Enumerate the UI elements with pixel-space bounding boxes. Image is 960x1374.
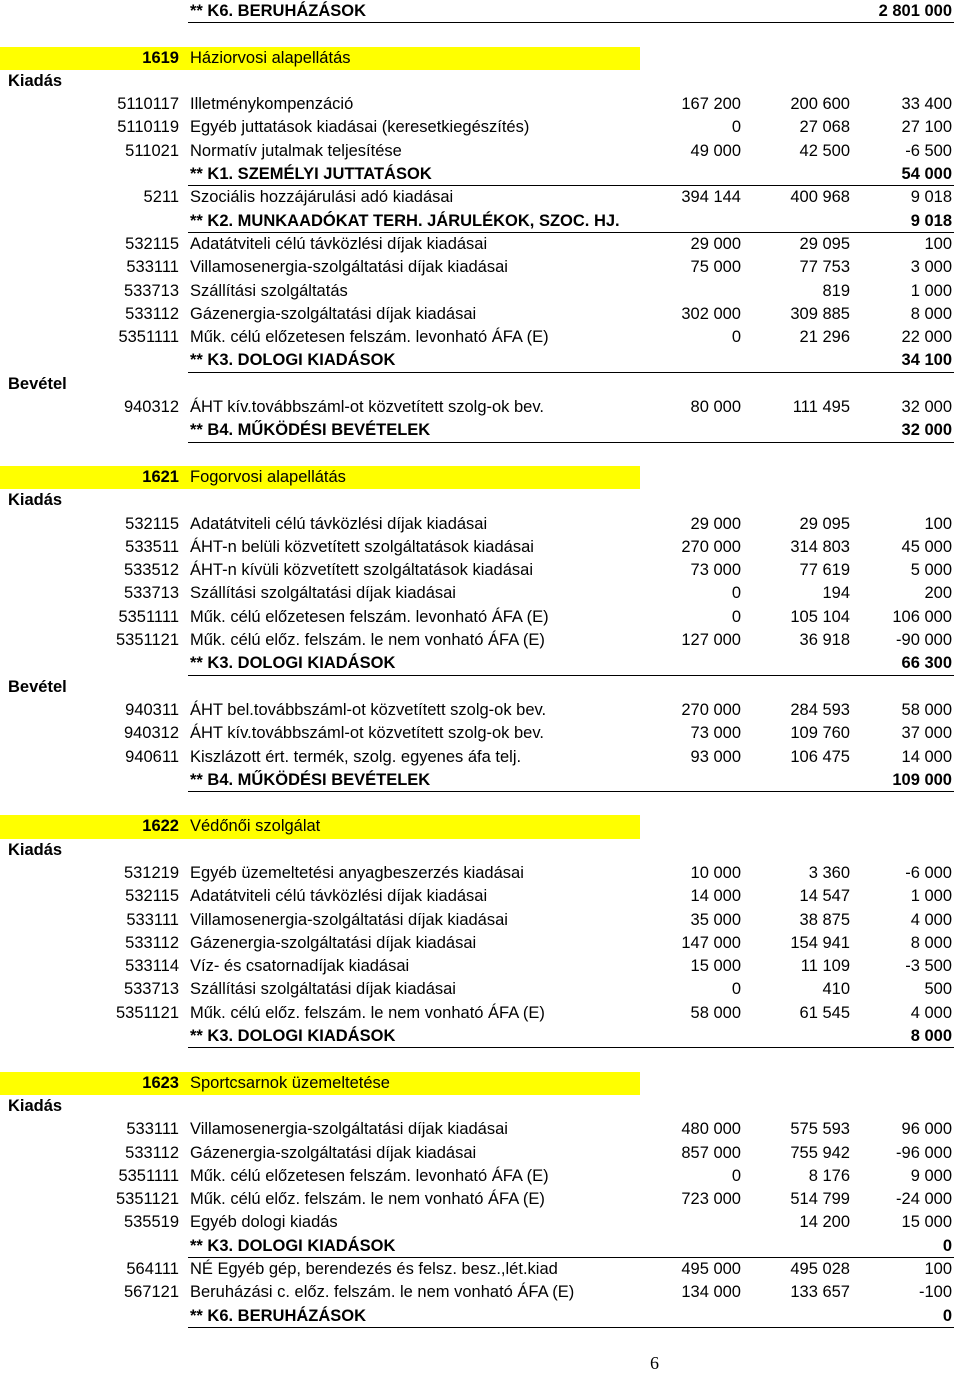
section-header [0, 466, 960, 489]
subtotal-label: ** K3. DOLOGI KIADÁSOK [190, 654, 396, 673]
table-row [0, 1118, 960, 1141]
actual-value: 755 942 [790, 1143, 850, 1162]
kiadas-label: Kiadás [8, 840, 63, 859]
original-budget-value: 29 000 [690, 234, 741, 253]
original-budget-value: 723 000 [681, 1190, 741, 1209]
section-code: 1619 [142, 48, 179, 67]
account-label: ÁHT kív.továbbszáml-ot közvetített szolg-ok bev. [190, 724, 544, 743]
account-code: 940312 [123, 724, 179, 743]
account-label: ÁHT kív.továbbszáml-ot közvetített szolg-ok bev. [190, 398, 544, 417]
original-budget-value: 302 000 [681, 304, 741, 323]
original-budget-value: 127 000 [681, 631, 741, 650]
actual-value: 42 500 [799, 141, 850, 160]
account-code: 567121 [123, 1283, 179, 1302]
change-value: 200 [924, 584, 952, 603]
budget-section [0, 1048, 960, 1328]
account-code: 533112 [125, 1143, 179, 1162]
table-row [0, 1258, 960, 1281]
section-header [0, 47, 960, 70]
change-value: 9 000 [910, 1166, 952, 1185]
subtotal-label: ** K3. DOLOGI KIADÁSOK [190, 351, 396, 370]
subtotal-row [0, 1235, 960, 1258]
account-label: NÉ Egyéb gép, berendezés és felsz. besz.,lét.kiad [190, 1260, 558, 1279]
original-budget-value: 93 000 [690, 747, 741, 766]
change-value: 1 000 [910, 887, 952, 906]
account-code: 564111 [126, 1260, 179, 1279]
table-row [0, 1165, 960, 1188]
subtotal-value: 0 [942, 1236, 952, 1255]
original-budget-value: 134 000 [681, 1283, 741, 1302]
actual-value: 575 593 [790, 1120, 850, 1139]
table-row [0, 909, 960, 932]
change-value: -6 000 [905, 863, 952, 882]
change-value: -100 [918, 1283, 952, 1302]
actual-value: 410 [822, 980, 850, 999]
change-value: 3 000 [910, 258, 952, 277]
original-budget-value: 270 000 [681, 537, 741, 556]
account-code: 5110117 [117, 95, 179, 114]
account-code: 5351121 [115, 1003, 179, 1022]
sections-container [0, 23, 960, 1328]
account-code: 511021 [125, 141, 179, 160]
account-label: ÁHT bel.továbbszáml-ot közvetített szolg-ok bev. [190, 700, 547, 719]
subtotal-label: ** B4. MŰKÖDÉSI BEVÉTELEK [190, 770, 431, 789]
account-label: Műk. célú előzetesen felszám. levonható ÁFA (E) [190, 607, 549, 626]
change-value: 14 000 [901, 747, 952, 766]
account-label: Villamosenergia-szolgáltatási díjak kiadásai [190, 258, 508, 277]
subtotal-row [0, 1305, 960, 1328]
table-row [0, 513, 960, 536]
table-row [0, 233, 960, 256]
original-budget-value: 73 000 [690, 561, 741, 580]
section-code: 1623 [142, 1073, 179, 1092]
table-row [0, 932, 960, 955]
account-label: ÁHT-n kívüli közvetített szolgáltatások kiadásai [190, 561, 533, 580]
actual-value: 284 593 [790, 700, 850, 719]
actual-value: 109 760 [790, 724, 850, 743]
table-row [0, 140, 960, 163]
account-label: Szállítási szolgáltatás [190, 281, 348, 300]
account-label: Gázenergia-szolgáltatási díjak kiadásai [190, 304, 477, 323]
actual-value: 3 360 [808, 863, 850, 882]
actual-value: 21 296 [799, 328, 850, 347]
budget-section [0, 23, 960, 442]
account-label: Villamosenergia-szolgáltatási díjak kiadásai [190, 910, 508, 929]
table-row [0, 955, 960, 978]
table-row [0, 629, 960, 652]
actual-value: 8 176 [808, 1166, 850, 1185]
section-gap [0, 792, 960, 815]
original-budget-value: 0 [731, 980, 741, 999]
subtotal-value: 66 300 [901, 654, 952, 673]
actual-value: 819 [822, 281, 850, 300]
account-code: 940311 [125, 700, 179, 719]
actual-value: 105 104 [790, 607, 850, 626]
bevetel-heading [0, 676, 960, 699]
kiadas-heading [0, 489, 960, 512]
actual-value: 14 200 [799, 1213, 850, 1232]
table-row [0, 606, 960, 629]
page-number: 6 [650, 1353, 659, 1373]
budget-section [0, 792, 960, 1048]
original-budget-value: 35 000 [690, 910, 741, 929]
subtotal-row [0, 1025, 960, 1048]
table-row [0, 1211, 960, 1234]
change-value: 100 [924, 1260, 952, 1279]
account-label: Adatátviteli célú távközlési díjak kiadásai [190, 887, 488, 906]
account-label: Gázenergia-szolgáltatási díjak kiadásai [190, 933, 477, 952]
table-row [0, 1142, 960, 1165]
subtotal-underline [188, 22, 954, 23]
original-budget-value: 73 000 [690, 724, 741, 743]
table-row [0, 93, 960, 116]
original-budget-value: 495 000 [681, 1260, 741, 1279]
subtotal-row [0, 163, 960, 186]
kiadas-label: Kiadás [8, 491, 63, 510]
subtotal-underline [188, 1327, 954, 1328]
change-value: -6 500 [905, 141, 952, 160]
change-value: 4 000 [910, 1003, 952, 1022]
table-row [0, 256, 960, 279]
account-code: 533713 [123, 584, 179, 603]
subtotal-value: 2 801 000 [878, 2, 952, 20]
section-title: Védőnői szolgálat [190, 817, 321, 836]
original-budget-value: 75 000 [690, 258, 741, 277]
account-code: 533111 [126, 1120, 179, 1139]
original-budget-value: 14 000 [690, 887, 741, 906]
section-code: 1622 [142, 817, 179, 836]
top-total-row [0, 0, 960, 23]
actual-value: 29 095 [799, 514, 850, 533]
change-value: 1 000 [910, 281, 952, 300]
account-label: Egyéb dologi kiadás [190, 1213, 338, 1232]
original-budget-value: 270 000 [681, 700, 741, 719]
original-budget-value: 0 [731, 328, 741, 347]
change-value: 32 000 [901, 398, 952, 417]
account-label: Szociális hozzájárulási adó kiadásai [190, 188, 454, 207]
account-label: Egyéb juttatások kiadásai (keresetkiegészítés) [190, 118, 530, 137]
kiadas-label: Kiadás [8, 71, 63, 90]
change-value: 37 000 [901, 724, 952, 743]
actual-value: 495 028 [790, 1260, 850, 1279]
section-code: 1621 [142, 467, 179, 486]
actual-value: 133 657 [790, 1283, 850, 1302]
original-budget-value: 0 [731, 584, 741, 603]
account-code: 533511 [125, 537, 179, 556]
account-label: Kiszlázott ért. termék, szolg. egyenes áfa telj. [190, 747, 522, 766]
original-budget-value: 49 000 [690, 141, 741, 160]
table-row [0, 699, 960, 722]
actual-value: 309 885 [790, 304, 850, 323]
actual-value: 14 547 [799, 887, 850, 906]
change-value: 96 000 [901, 1120, 952, 1139]
original-budget-value: 167 200 [681, 95, 741, 114]
kiadas-heading [0, 839, 960, 862]
table-row [0, 396, 960, 419]
change-value: -96 000 [896, 1143, 952, 1162]
subtotal-underline [188, 442, 954, 443]
change-value: -3 500 [905, 957, 952, 976]
subtotal-value: 9 018 [910, 211, 952, 230]
table-row [0, 280, 960, 303]
actual-value: 111 495 [792, 398, 850, 417]
account-label: Gázenergia-szolgáltatási díjak kiadásai [190, 1143, 477, 1162]
account-label: Műk. célú előz. felszám. le nem vonható ÁFA (E) [190, 1003, 545, 1022]
subtotal-row [0, 769, 960, 792]
change-value: 15 000 [901, 1213, 952, 1232]
section-gap [0, 23, 960, 46]
account-label: Villamosenergia-szolgáltatási díjak kiadásai [190, 1120, 508, 1139]
original-budget-value: 0 [731, 1166, 741, 1185]
change-value: 100 [924, 514, 952, 533]
bevetel-heading [0, 373, 960, 396]
change-value: 45 000 [901, 537, 952, 556]
change-value: 100 [924, 234, 952, 253]
account-code: 5110119 [117, 118, 179, 137]
original-budget-value: 80 000 [690, 398, 741, 417]
account-code: 531219 [123, 863, 179, 882]
subtotal-underline [188, 791, 954, 792]
change-value: 9 018 [910, 188, 952, 207]
account-code: 533713 [123, 980, 179, 999]
account-label: Szállítási szolgáltatási díjak kiadásai [190, 584, 456, 603]
subtotal-label: ** K1. SZEMÉLYI JUTTATÁSOK [190, 165, 432, 184]
bevetel-label: Bevétel [8, 677, 67, 696]
account-label: Adatátviteli célú távközlési díjak kiadásai [190, 514, 488, 533]
actual-value: 314 803 [790, 537, 850, 556]
section-gap [0, 443, 960, 466]
table-row [0, 862, 960, 885]
section-header [0, 1072, 960, 1095]
original-budget-value: 857 000 [681, 1143, 741, 1162]
account-code: 5351111 [118, 328, 179, 347]
actual-value: 400 968 [790, 188, 850, 207]
table-row [0, 186, 960, 209]
kiadas-label: Kiadás [8, 1096, 63, 1115]
subtotal-value: 54 000 [901, 165, 952, 184]
original-budget-value: 0 [731, 118, 741, 137]
actual-value: 77 619 [799, 561, 850, 580]
section-title: Háziorvosi alapellátás [190, 48, 351, 67]
table-row [0, 116, 960, 139]
account-label: ÁHT-n belüli közvetített szolgáltatások kiadásai [190, 537, 534, 556]
actual-value: 38 875 [799, 910, 850, 929]
subtotal-label: ** K6. BERUHÁZÁSOK [190, 1306, 367, 1325]
account-label: Műk. célú előzetesen felszám. levonható ÁFA (E) [190, 1166, 549, 1185]
account-code: 940312 [123, 398, 179, 417]
subtotal-value: 8 000 [910, 1027, 952, 1046]
table-row [0, 746, 960, 769]
table-row [0, 582, 960, 605]
actual-value: 36 918 [799, 631, 850, 650]
table-row [0, 722, 960, 745]
subtotal-label: ** K2. MUNKAADÓKAT TERH. JÁRULÉKOK, SZOC. HJ. [190, 211, 620, 230]
original-budget-value: 15 000 [690, 957, 741, 976]
account-code: 532115 [125, 514, 179, 533]
change-value: 5 000 [910, 561, 952, 580]
subtotal-value: 0 [942, 1306, 952, 1325]
table-row [0, 559, 960, 582]
account-label: Adatátviteli célú távközlési díjak kiadásai [190, 234, 488, 253]
account-code: 5211 [143, 188, 179, 207]
account-code: 532115 [125, 234, 179, 253]
table-row [0, 326, 960, 349]
subtotal-row [0, 419, 960, 442]
subtotal-label: ** B4. MŰKÖDÉSI BEVÉTELEK [190, 421, 431, 440]
section-title: Fogorvosi alapellátás [190, 467, 346, 486]
table-row [0, 1281, 960, 1304]
account-code: 532115 [125, 887, 179, 906]
account-code: 5351121 [115, 1190, 179, 1209]
account-code: 533713 [123, 281, 179, 300]
account-code: 940611 [125, 747, 179, 766]
account-label: Műk. célú előz. felszám. le nem vonható ÁFA (E) [190, 631, 545, 650]
section-gap [0, 1048, 960, 1071]
account-code: 5351111 [118, 1166, 179, 1185]
budget-section [0, 443, 960, 792]
account-code: 5351111 [118, 607, 179, 626]
change-value: 106 000 [892, 607, 952, 626]
account-code: 533512 [123, 561, 179, 580]
change-value: 8 000 [910, 304, 952, 323]
actual-value: 77 753 [799, 258, 850, 277]
subtotal-label: ** K6. BERUHÁZÁSOK [190, 2, 367, 20]
actual-value: 154 941 [790, 933, 850, 952]
table-row [0, 1188, 960, 1211]
table-row [0, 885, 960, 908]
account-label: Egyéb üzemeltetési anyagbeszerzés kiadásai [190, 863, 524, 882]
account-label: Szállítási szolgáltatási díjak kiadásai [190, 980, 456, 999]
subtotal-row [0, 652, 960, 675]
account-code: 533112 [125, 933, 179, 952]
change-value: 22 000 [901, 328, 952, 347]
account-label: Beruházási c. előz. felszám. le nem vonható ÁFA (E) [190, 1283, 575, 1302]
original-budget-value: 394 144 [681, 188, 741, 207]
change-value: -90 000 [896, 631, 952, 650]
section-header [0, 815, 960, 838]
account-label: Műk. célú előzetesen felszám. levonható ÁFA (E) [190, 328, 549, 347]
change-value: 4 000 [910, 910, 952, 929]
bevetel-label: Bevétel [8, 374, 67, 393]
change-value: 58 000 [901, 700, 952, 719]
subtotal-row [0, 349, 960, 372]
actual-value: 514 799 [790, 1190, 850, 1209]
change-value: 500 [924, 980, 952, 999]
subtotal-value: 32 000 [901, 421, 952, 440]
table-row [0, 978, 960, 1001]
account-code: 533111 [126, 258, 179, 277]
actual-value: 61 545 [799, 1003, 850, 1022]
account-code: 533114 [125, 957, 179, 976]
subtotal-underline [188, 1047, 954, 1048]
table-row [0, 1002, 960, 1025]
account-label: Normatív jutalmak teljesítése [190, 141, 402, 160]
account-label: Víz- és csatornadíjak kiadásai [190, 957, 410, 976]
subtotal-value: 109 000 [892, 770, 952, 789]
account-label: Műk. célú előz. felszám. le nem vonható ÁFA (E) [190, 1190, 545, 1209]
actual-value: 200 600 [790, 95, 850, 114]
account-code: 533111 [126, 910, 179, 929]
account-code: 535519 [123, 1213, 179, 1232]
actual-value: 29 095 [799, 234, 850, 253]
account-label: Illetménykompenzáció [190, 95, 354, 114]
table-row [0, 536, 960, 559]
actual-value: 194 [822, 584, 850, 603]
actual-value: 27 068 [799, 118, 850, 137]
subtotal-label: ** K3. DOLOGI KIADÁSOK [190, 1027, 396, 1046]
actual-value: 11 109 [800, 957, 850, 976]
actual-value: 106 475 [790, 747, 850, 766]
original-budget-value: 29 000 [690, 514, 741, 533]
section-title: Sportcsarnok üzemeltetése [190, 1073, 390, 1092]
table-row [0, 303, 960, 326]
change-value: -24 000 [896, 1190, 952, 1209]
change-value: 27 100 [901, 118, 952, 137]
subtotal-label: ** K3. DOLOGI KIADÁSOK [190, 1236, 396, 1255]
original-budget-value: 10 000 [690, 863, 741, 882]
original-budget-value: 0 [731, 607, 741, 626]
change-value: 8 000 [910, 933, 952, 952]
subtotal-row [0, 210, 960, 233]
kiadas-heading [0, 70, 960, 93]
change-value: 33 400 [901, 95, 952, 114]
original-budget-value: 480 000 [681, 1120, 741, 1139]
subtotal-value: 34 100 [901, 351, 952, 370]
account-code: 533112 [125, 304, 179, 323]
original-budget-value: 147 000 [681, 933, 741, 952]
account-code: 5351121 [115, 631, 179, 650]
original-budget-value: 58 000 [690, 1003, 741, 1022]
kiadas-heading [0, 1095, 960, 1118]
